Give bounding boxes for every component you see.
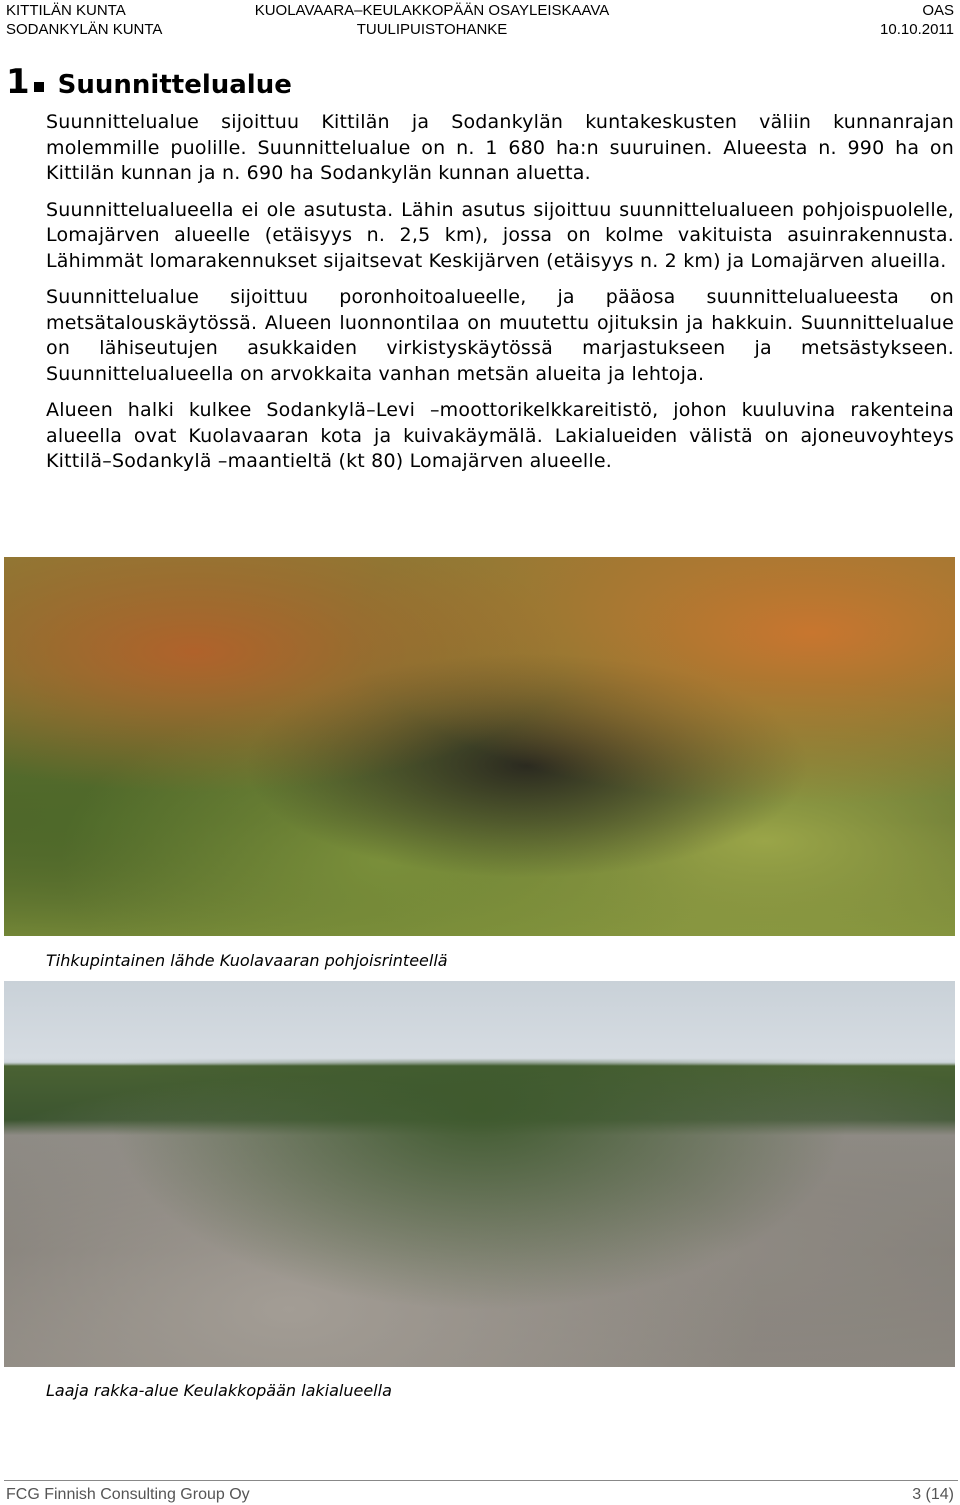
section-title: Suunnittelualue xyxy=(57,70,292,100)
header-municipality-2: SODANKYLÄN KUNTA xyxy=(6,21,163,38)
photo-boulder-field xyxy=(4,981,955,1367)
header-project: TUULIPUISTOHANKE xyxy=(356,21,508,38)
footer-divider xyxy=(4,1480,958,1481)
header-plan-title: KUOLAVAARA–KEULAKKOPÄÄN OSAYLEISKAAVA xyxy=(254,2,610,19)
bullet-square-icon xyxy=(34,82,44,92)
section-number: 1 xyxy=(6,62,30,102)
paragraph: Suunnittelualueella ei ole asutusta. Lähin asutus sijoittuu suunnittelualueen pohjoispuolelle, Lomajärven alueelle (etäisyys n. 2,5 km), jossa on kolme vakituista asuinrakennusta. Lähimmät lomarakennukset sijaitsevat Keskijärven (etäisyys n. 2 km) ja Lomajärven alueilla. xyxy=(46,198,954,272)
header-date: 10.10.2011 xyxy=(880,21,954,38)
section-heading xyxy=(6,62,292,102)
figure-caption: Tihkupintainen lähde Kuolavaaran pohjoisrinteellä xyxy=(46,951,448,970)
paragraph: Suunnittelualue sijoittuu Kittilän ja Sodankylän kuntakeskusten väliin kunnanrajan molemmille puolille. Suunnittelualue on n. 1 680 ha:n suuruinen. Alueesta n. 990 ha on Kittilän kunnan ja n. 690 ha Sodankylän kunnan aluetta. xyxy=(46,111,954,184)
paragraph: Suunnittelualue sijoittuu poronhoitoalueelle, ja pääosa suunnittelualueesta on metsätalouskäytössä. Alueen luonnontilaa on muutettu ojituksin ja hakkuin. Suunnittelualue on lähiseutujen asukkaiden virkistyskäytössä marjastukseen ja metsästykseen. Suunnittelualueella on arvokkaita vanhan metsän alueita ja lehtoja. xyxy=(46,286,954,385)
footer-page-number: 3 (14) xyxy=(912,1486,954,1503)
header-municipality-1: KITTILÄN KUNTA xyxy=(6,2,126,19)
figure-caption: Laaja rakka-alue Keulakkopään lakialueella xyxy=(46,1381,392,1400)
footer-company: FCG Finnish Consulting Group Oy xyxy=(6,1486,250,1503)
photo-spring xyxy=(4,557,955,936)
header-center xyxy=(0,1,912,39)
page-header xyxy=(0,0,960,40)
body-text xyxy=(46,110,954,486)
header-right xyxy=(880,1,954,39)
header-doc-type: OAS xyxy=(922,2,954,19)
paragraph: Alueen halki kulkee Sodankylä–Levi –moottorikelkkareitistö, johon kuuluvina rakenteina alueella ovat Kuolavaaran kota ja kuivakäymälä. Lakialueiden välistä on ajoneuvoyhteys Kittilä–Sodankylä –maantieltä (kt 80) Lomajärven alueelle. xyxy=(46,399,954,472)
